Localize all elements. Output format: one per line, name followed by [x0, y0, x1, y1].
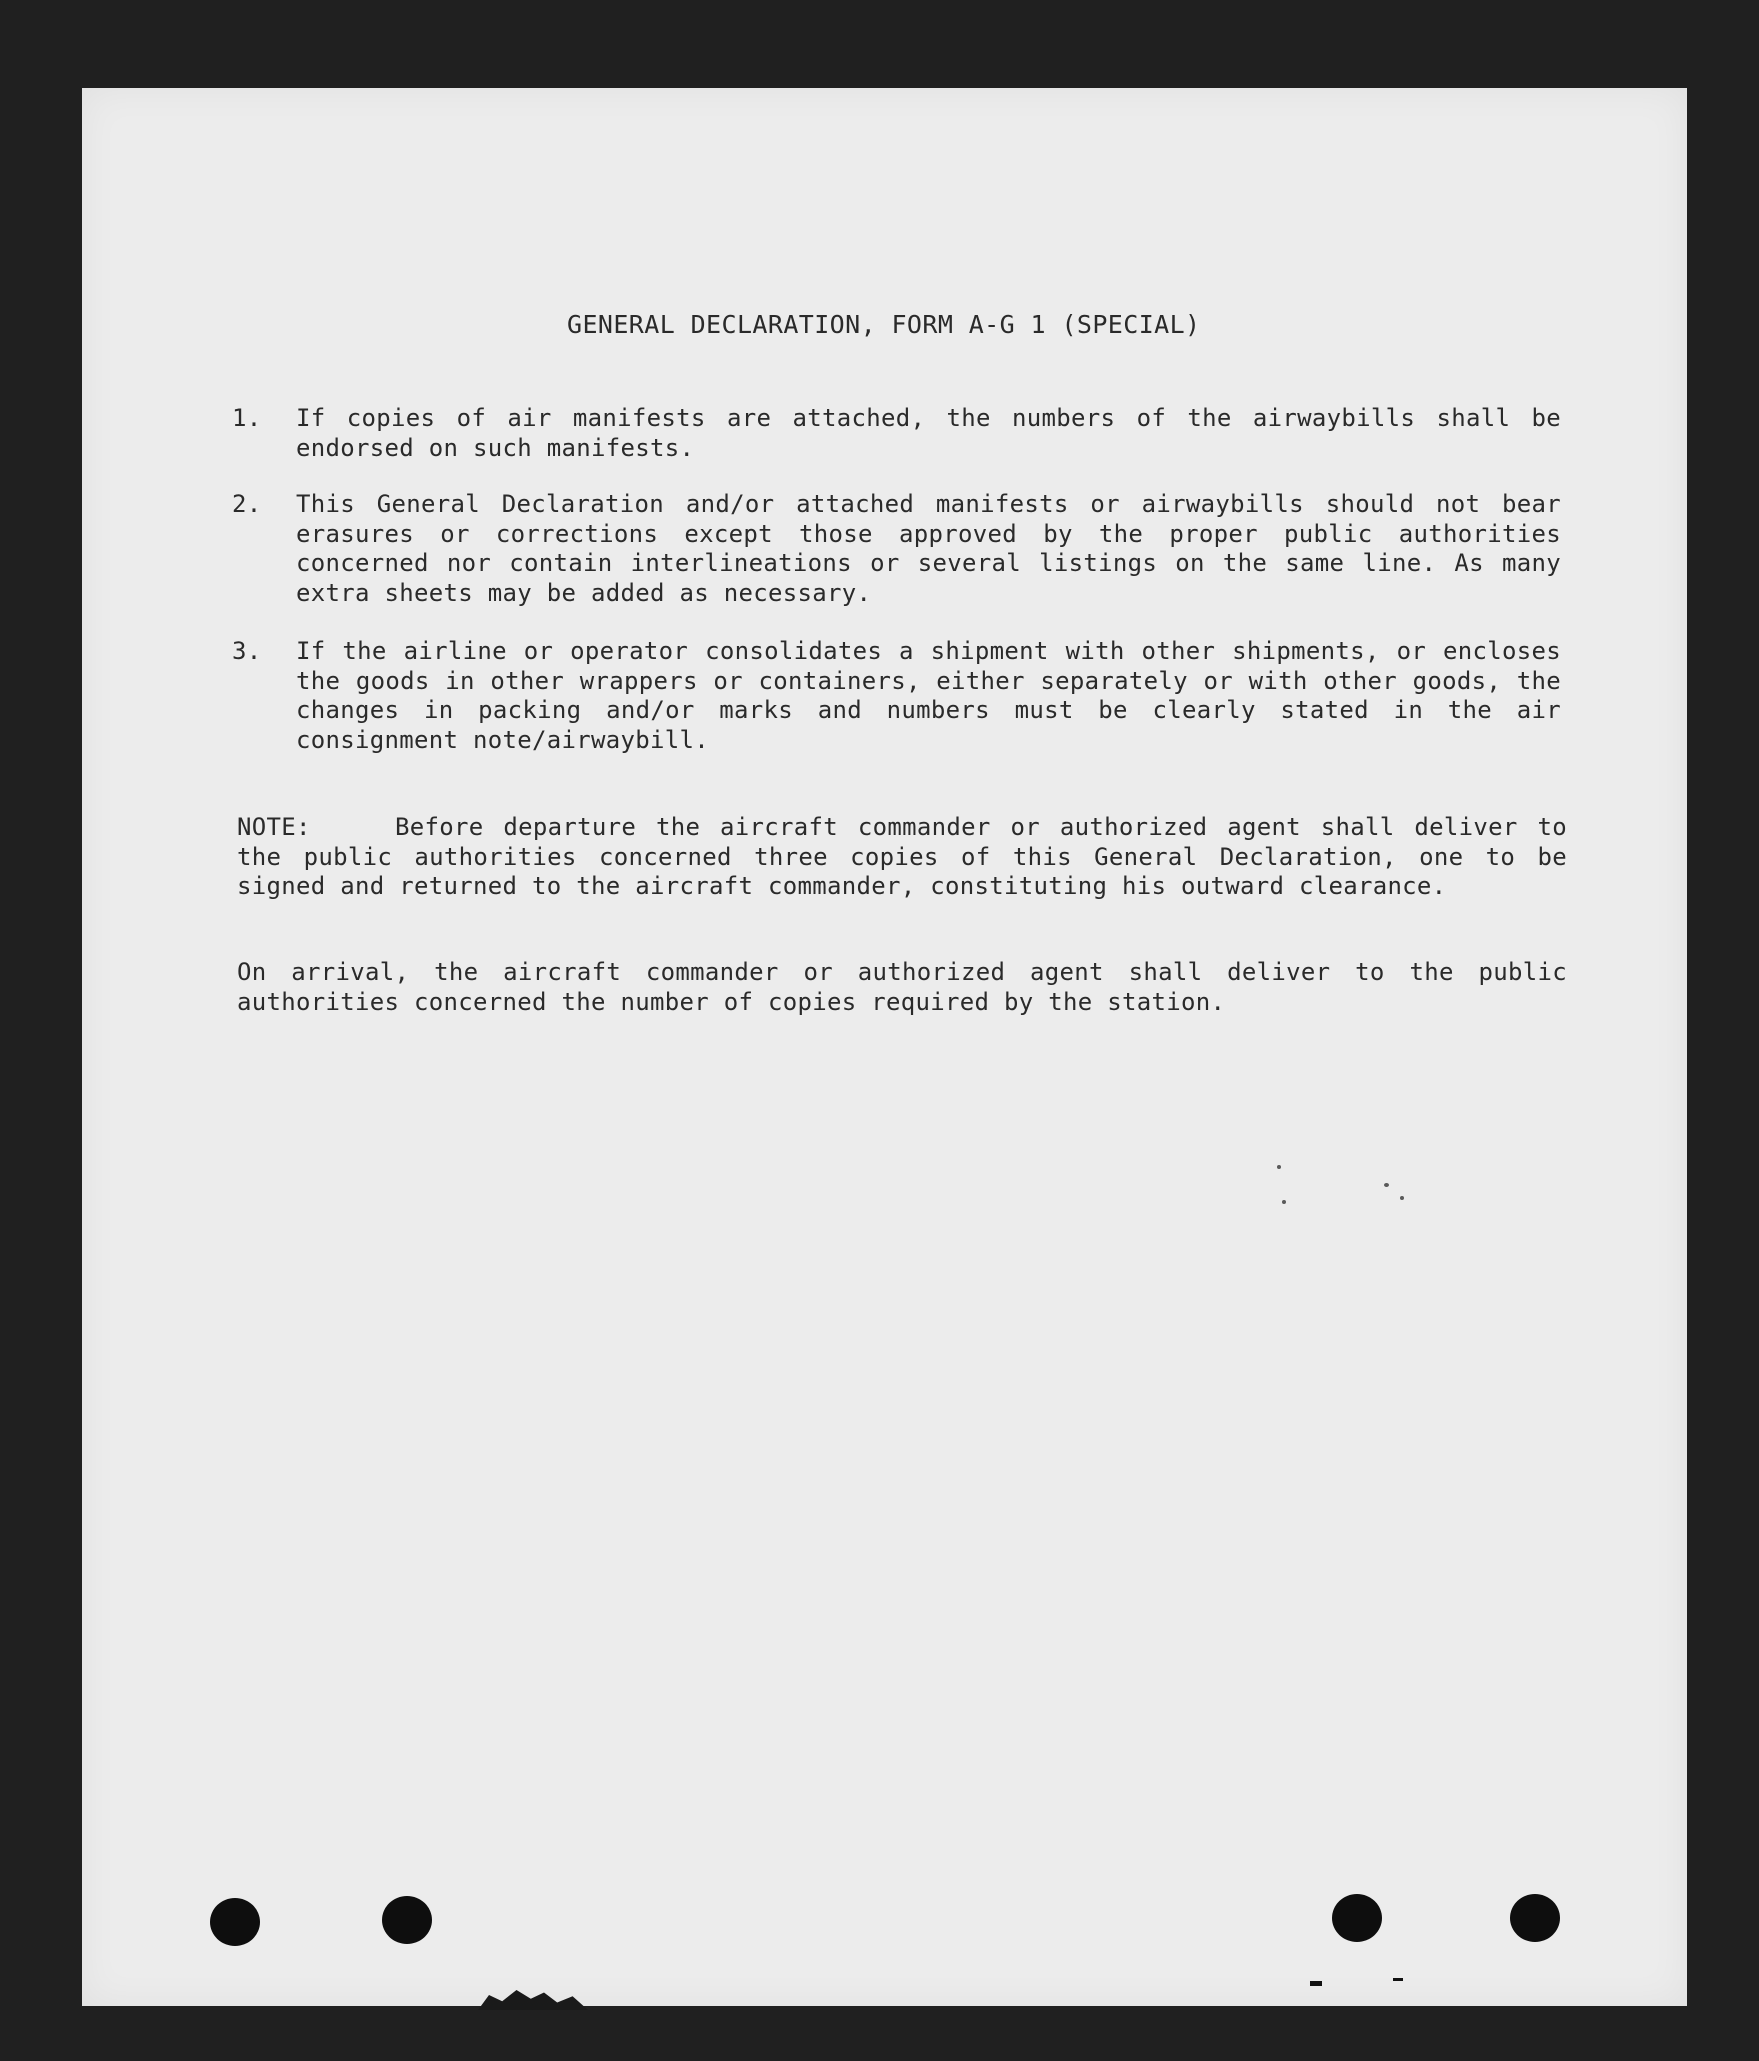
punch-hole	[210, 1898, 260, 1946]
scan-mark	[1310, 1981, 1322, 1986]
item-number: 2.	[232, 490, 262, 518]
punch-hole	[1510, 1894, 1560, 1942]
note-label: NOTE:	[237, 813, 311, 841]
instruction-item-2	[232, 490, 1562, 610]
departure-note	[237, 813, 1567, 902]
document-sheet	[82, 88, 1687, 2006]
scan-speck	[1282, 1200, 1286, 1204]
item-number: 3.	[232, 637, 262, 665]
scan-speck	[1384, 1183, 1389, 1187]
document-title: GENERAL DECLARATION, FORM A-G 1 (SPECIAL)	[567, 310, 1201, 339]
arrival-paragraph: On arrival, the aircraft commander or authorized agent shall deliver to the public authorities concerned the number of copies required by the station.	[237, 958, 1567, 1016]
item-text: This General Declaration and/or attached manifests or airwaybills should not bear erasures or corrections except those approved by the proper public authorities concerned nor contain interlineations or several listings on the same line. As many extra sheets may be added as necessary.	[296, 490, 1561, 607]
scan-speck	[1400, 1196, 1404, 1200]
punch-hole	[1332, 1894, 1382, 1942]
item-number: 1.	[232, 404, 262, 432]
item-text: If copies of air manifests are attached, the numbers of the airwaybills shall be endorsed on such manifests.	[296, 404, 1561, 462]
item-text: If the airline or operator consolidates a shipment with other shipments, or encloses the goods in other wrappers or containers, either separately or with other goods, the changes in packing and/or marks and numbers must be clearly stated in the air consignment note/airwaybill.	[296, 637, 1561, 754]
instruction-item-1	[232, 404, 1562, 466]
scan-speck	[1277, 1165, 1281, 1169]
scan-mark	[1393, 1978, 1403, 1981]
punch-hole	[382, 1896, 432, 1944]
instruction-item-3	[232, 637, 1562, 757]
note-text: Before departure the aircraft commander or authorized agent shall deliver to the public authorities concerned three copies of this General Declaration, one to be signed and returned to the aircraft commander, constituting his outward clearance.	[237, 813, 1567, 900]
